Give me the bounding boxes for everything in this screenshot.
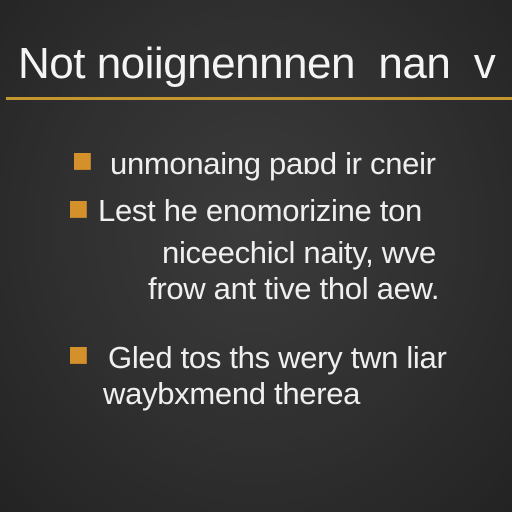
bullet-3-line-2: waybxmend therea bbox=[103, 376, 361, 411]
bullet-2-line-3: frow ant tive thol aew. bbox=[148, 271, 440, 306]
title-underline-divider bbox=[6, 97, 512, 100]
square-bullet-icon: ■ bbox=[68, 196, 89, 221]
bullet-3-line-1: Gled tos ths wery twn liar bbox=[108, 340, 447, 375]
square-bullet-icon: ■ bbox=[68, 342, 89, 367]
bullet-1-line-1: unmonaing paɒd ir cneir bbox=[110, 146, 436, 181]
bullet-2-line-1: Lest he enomorizine ton bbox=[98, 193, 422, 228]
bullet-2-line-2: niceechicl naity, wve bbox=[162, 235, 436, 270]
slide-title: Not noiignennnen nan v bbox=[18, 39, 496, 88]
square-bullet-icon: ■ bbox=[72, 148, 93, 173]
